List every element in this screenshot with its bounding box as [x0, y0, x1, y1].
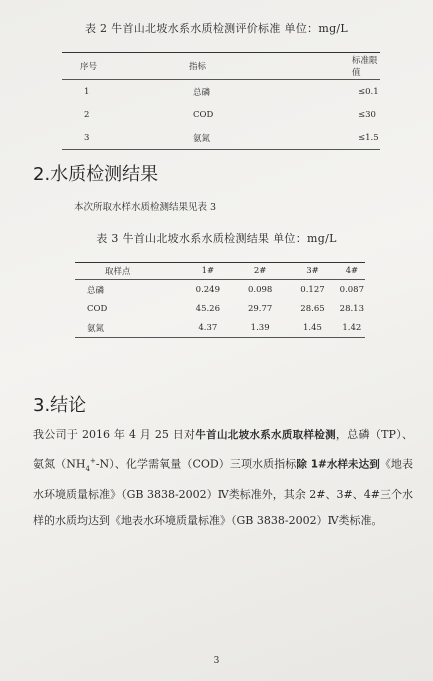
table-row: [62, 126, 380, 150]
table-cell: 1.45: [286, 318, 338, 338]
table2-header-index: 序号: [62, 53, 141, 80]
table2-caption: 表 2 牛首山北坡水系水质检测评价标准 单位：mg/L: [84, 22, 349, 35]
conclusion-superscript: +: [89, 457, 96, 465]
table3-header-3: 3#: [286, 263, 338, 280]
table3-header-4: 4#: [339, 263, 365, 280]
conclusion-subscript: 4: [85, 464, 90, 473]
conclusion-bold-1: 牛首山北坡水系水质取样检测: [195, 429, 336, 441]
table-cell: 总磷: [87, 285, 105, 296]
section2-heading: 2.水质检测结果: [33, 164, 159, 185]
table-cell: 0.087: [339, 284, 364, 295]
table-cell: 29.77: [247, 303, 273, 314]
table-cell: COD: [193, 109, 214, 120]
table-row: [75, 299, 365, 318]
section2-intro: 本次所取水样水质检测结果见表 3: [74, 202, 217, 213]
table-cell: 0.127: [300, 284, 325, 295]
conclusion-text-2: ，总磷（TP）、氨氮（NH: [33, 428, 414, 471]
section3-heading: 3.结论: [33, 395, 87, 416]
table2: [62, 52, 380, 150]
table3: [75, 262, 365, 338]
table-cell: 总磷: [193, 87, 211, 98]
table-cell: ≤1.5: [320, 126, 380, 150]
page-number: 3: [213, 656, 220, 666]
table-row: [75, 318, 365, 338]
conclusion-text-4: 《地表水环境质量标准》（GB 3838-2002）Ⅳ类标准外，其余 2#、3#、4#三个水样的水质均达到《地表水环境质量标准》（GB 3838-2002）Ⅳ类标准。: [33, 457, 413, 527]
table3-header-2: 2#: [234, 263, 286, 280]
table-cell: 4.37: [182, 318, 234, 338]
table-cell: 2: [84, 109, 90, 120]
table-cell: 28.13: [339, 303, 364, 314]
table-cell: 0.249: [195, 284, 220, 295]
table-cell: 1.39: [234, 318, 286, 338]
table3-header-1: 1#: [182, 263, 234, 280]
table-cell: 0.098: [247, 284, 273, 295]
conclusion-bold-2: 除 1#水样未达到: [296, 458, 380, 471]
table2-header-indicator: 指标: [141, 53, 320, 80]
conclusion-paragraph: [33, 422, 413, 534]
table-cell: COD: [87, 303, 108, 314]
table-row: [62, 80, 380, 104]
table-cell: ≤0.1: [358, 86, 379, 97]
table-row: [62, 103, 380, 126]
table-cell: ≤30: [358, 109, 376, 120]
conclusion-text-1: 我公司于 2016 年 4 月 25 日对: [33, 428, 196, 441]
table-cell: 氨氮: [141, 126, 320, 150]
table3-caption: 表 3 牛首山北坡水系水质检测结果 单位：mg/L: [96, 232, 337, 245]
table-cell: 28.65: [300, 303, 325, 314]
table-cell: 氨氮: [75, 318, 182, 338]
table-cell: 45.26: [195, 303, 220, 314]
table3-header-site: 取样点: [75, 263, 182, 280]
table-cell: 1.42: [339, 318, 365, 338]
conclusion-text-3: -N）、化学需氧量（COD）三项水质指标: [95, 457, 297, 471]
table-cell: 1: [84, 86, 90, 97]
table-row: [75, 280, 365, 300]
table-cell: 3: [62, 126, 141, 150]
table2-header-limit: 标准限值: [320, 53, 380, 80]
